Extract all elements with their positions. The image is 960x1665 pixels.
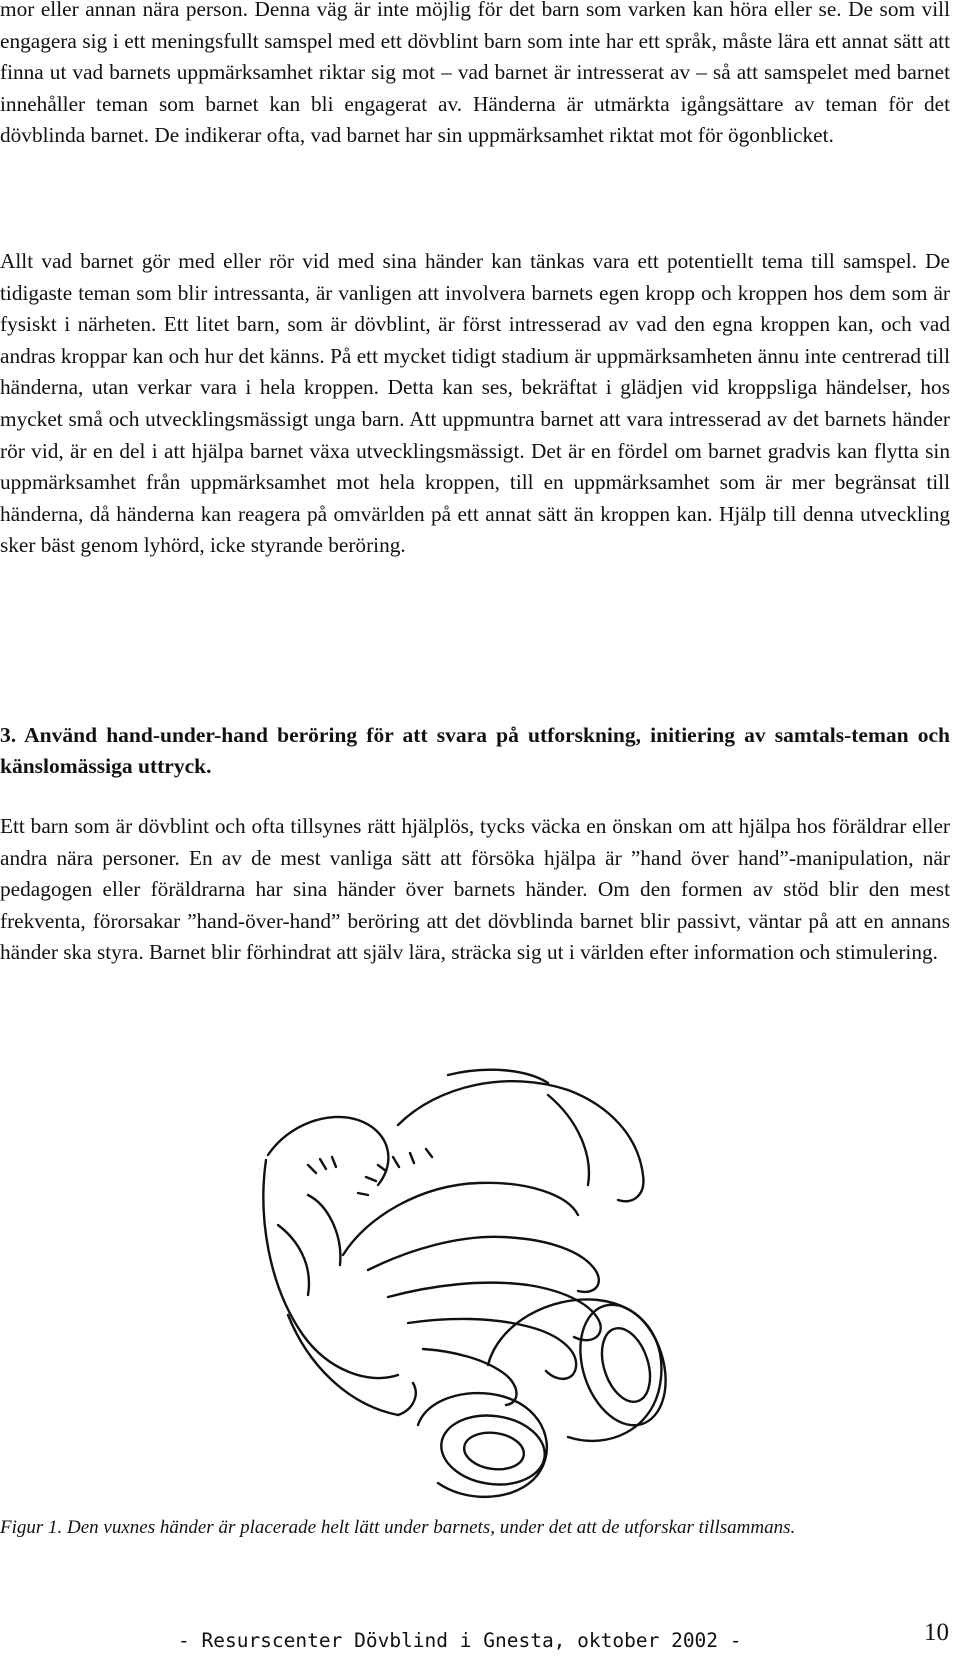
body-paragraph-2: Allt vad barnet gör med eller rör vid med sina händer kan tänkas vara ett potentiellt tema till samspel. De tidigaste teman som blir intressanta, är vanligen att involvera barnets egen kropp och kroppen hos dem som är fysiskt i närheten. Ett litet barn, som är dövblint, är först intresserad av vad den egna kroppen kan, och vad andras kroppar kan och hur det känns. På ett mycket tidigt stadium är uppmärksamheten ännu inte centrerad till händerna, utan verkar vara i hela kroppen. Detta kan ses, bekräftat i glädjen vid kroppsliga händelser, hos mycket små och utvecklingsmässigt unga barn. Att uppmuntra barnet att vara intresserad av det barnets händer rör vid, är en del i att hjälpa barnet växa utvecklingsmässigt. Det är en fördel om barnet gradvis kan flytta sin uppmärksamhet från uppmärksamhet mot hela kroppen, till en uppmärksamhet som är mer begränsat till händerna, då händerna kan reagera på omvärlden på ett annat sätt än kroppen kan. Hjälp till denna utveckling sker bäst genom lyhörd, icke styrande beröring.	[0, 249, 950, 558]
section-heading: 3. Använd hand-under-hand beröring för att svara på utforskning, initiering av samtals-teman och känslomässiga uttryck.	[0, 723, 950, 778]
hands-drawing	[248, 1065, 700, 1505]
body-paragraph-3: Ett barn som är dövblint och ofta tillsynes rätt hjälplös, tycks väcka en önskan om att hjälpa hos föräldrar eller andra nära personer. En av de mest vanliga sätt att försöka hjälpa är ”hand över hand”-manipulation, när pedagogen eller föräldrarna har sina händer över barnets händer. Om den formen av stöd blir den mest frekventa, förorsakar ”hand-över-hand” beröring att det dövblinda barnet blir passivt, väntar på att en annans händer ska styra. Barnet blir förhindrat att själv lära, sträcka sig ut i världen efter information och stimulering.	[0, 814, 950, 965]
page-number: 10	[924, 1619, 949, 1646]
hands-illustration	[248, 1065, 700, 1505]
figure-caption: Figur 1. Den vuxnes händer är placerade helt lätt under barnets, under det att de utforskar tillsammans.	[0, 1517, 796, 1538]
page-footer: - Resurscenter Dövblind i Gnesta, oktober 2002 -	[178, 1629, 742, 1652]
body-paragraph-1: mor eller annan nära person. Denna väg är inte möjlig för det barn som varken kan höra eller se. De som vill engagera sig i ett meningsfullt samspel med ett dövblint barn som inte har ett språk, måste lära ett annat sätt att finna ut vad barnets uppmärksamhet riktar sig mot – vad barnet är intresserat av – så att samspelet med barnet innehåller teman som barnet kan bli engagerat av. Händerna är utmärkta igångsättare av teman för det dövblinda barnet. De indikerar ofta, vad barnet har sin uppmärksamhet riktat mot för ögonblicket.	[0, 0, 950, 148]
